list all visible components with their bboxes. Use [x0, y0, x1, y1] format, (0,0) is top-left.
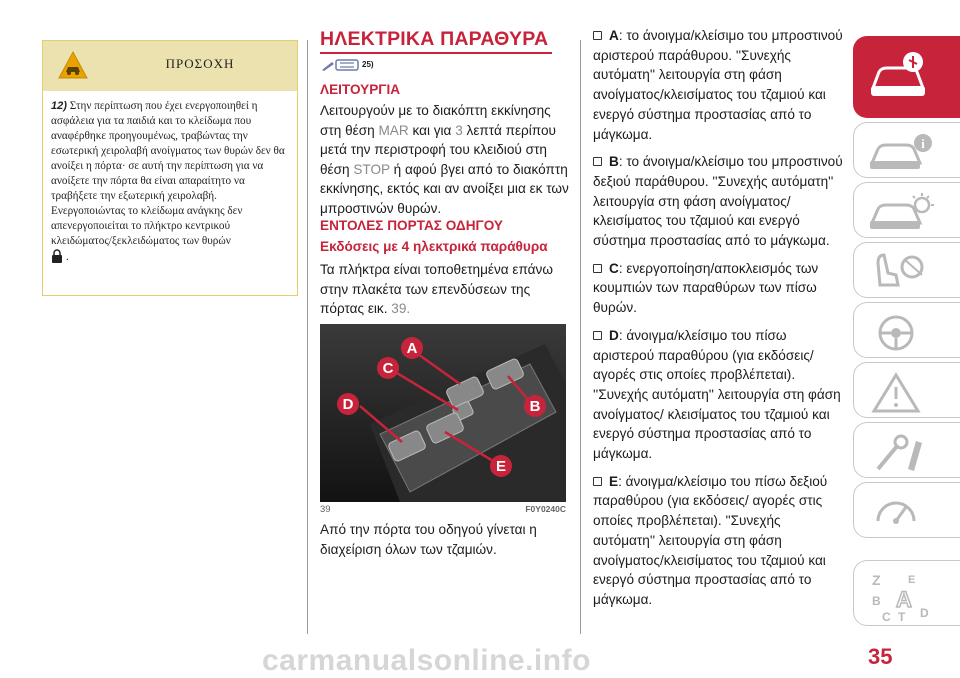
- subheading-operation: ΛΕΙΤΟΥΡΓΙΑ: [320, 82, 401, 97]
- reference-marker: [320, 56, 374, 72]
- door-switch-photo: [320, 324, 566, 502]
- tab-seat-safety[interactable]: [853, 242, 960, 298]
- warning-header: [43, 41, 297, 91]
- tab-technical-data[interactable]: [853, 482, 960, 538]
- lock-icon: [51, 249, 63, 263]
- car-warning-icon: [57, 50, 89, 82]
- tab-dashboard[interactable]: [853, 36, 960, 118]
- item-text: : το άνοιγμα/κλείσιμο του μπροστινού αριστερού παράθυρου. ''Συνεχής αυτόματη'' λειτουργία στη φάση ανοίγματος/κλεισίματος του τζαμιού και ενεργό σύστημα προστασίας από το μάγκωμα.: [593, 28, 843, 142]
- paragraph-operation: [320, 101, 570, 219]
- item-key: D: [609, 327, 619, 343]
- steering-wheel-icon: [868, 311, 938, 355]
- door-panel-illustration: [320, 324, 566, 502]
- item-text: : ενεργοποίηση/αποκλεισμός των κουμπιών των παραθύρων των πίσω θυρών.: [593, 260, 819, 316]
- tab-maintenance[interactable]: [853, 422, 960, 478]
- callout-e: E: [495, 458, 507, 475]
- figure-reference: 39.: [391, 301, 411, 317]
- tab-lights[interactable]: [853, 182, 960, 238]
- index-letter: E: [908, 574, 916, 586]
- column-divider-right: [580, 40, 581, 634]
- list-item: [593, 259, 845, 318]
- tab-emergency[interactable]: [853, 362, 960, 418]
- warning-triangle-icon: [868, 371, 938, 415]
- warning-title: ΠΡΟΣΟΧΗ: [165, 56, 235, 71]
- item-key: A: [609, 28, 619, 43]
- gauge-spanner-icon: [868, 491, 938, 535]
- item-text: : άνοιγμα/κλείσιμο του πίσω αριστερού παραθύρου (για εκδόσεις/αγορές στις οποίες προβλέπεται). ''Συνεχής αυτόματη'' λειτουργία στη φάση ανοίγματος/ κλεισίματος του τζαμιού και ενεργό σύστημα προστασίας από το μάγκωμα.: [593, 327, 841, 462]
- list-item: [593, 472, 845, 610]
- subheading-versions: Εκδόσεις με 4 ηλεκτρικά παράθυρα: [320, 239, 548, 254]
- car-info-icon: [868, 131, 938, 175]
- paragraph-driver-control: Από την πόρτα του οδηγού γίνεται η διαχείριση όλων των τζαμιών.: [320, 522, 537, 557]
- paragraph-buttons: [320, 260, 570, 319]
- p2-text: Τα πλήκτρα είναι τοποθετημένα επάνω στην πλακέτα των επενδύσεων της πόρτας εικ.: [320, 262, 553, 317]
- figure-code: F0Y0240C: [525, 504, 566, 514]
- p1-text-a: Λειτουργούν με το διακόπτη εκκίνησης στη θέση: [320, 103, 551, 138]
- warning-text: [43, 91, 297, 265]
- column-divider-left: [307, 40, 308, 634]
- checkbox-bullet-icon: [593, 157, 602, 166]
- watermark: carmanualsonline.info: [262, 644, 591, 677]
- callout-c: C: [382, 360, 394, 377]
- item-key: C: [609, 260, 619, 276]
- controls-list: [593, 26, 845, 618]
- p1-text-b: και για: [408, 122, 456, 138]
- figure-caption: [320, 504, 566, 518]
- p1-text-c: λεπτά περίπου μετά την περιστροφή του κλειδιού στη θέση: [320, 122, 556, 177]
- index-letter: T: [898, 610, 906, 624]
- index-letter: D: [920, 606, 929, 620]
- p1-text-d: ή αφού βγει από το διακόπτη εκκίνησης, εκτός και αν ανοίξει μια εκ των μπροστινών θυρών.: [320, 161, 569, 216]
- p1-stop: STOP: [353, 161, 390, 177]
- callout-b: B: [529, 398, 541, 415]
- tab-safety-info[interactable]: [853, 122, 960, 178]
- item-text: : άνοιγμα/κλείσιμο του πίσω δεξιού παραθύρου (για εκδόσεις/ αγορές στις οποίες προβλέπεται). ''Συνεχής αυτόματη'' λειτουργία στη φάση ανοίγματος/κλεισίματος του τζαμιού και ενεργό σύστημα προστασίας από το μάγκωμα.: [593, 473, 828, 607]
- warning-number: 12): [51, 100, 67, 112]
- index-letter: Z: [872, 572, 881, 588]
- list-item: [593, 326, 845, 464]
- warning-box: [42, 40, 298, 296]
- service-tool-icon: [320, 58, 360, 72]
- checkbox-bullet-icon: [593, 477, 602, 486]
- index-letter: B: [872, 594, 881, 608]
- checkbox-bullet-icon: [593, 331, 602, 340]
- subheading-driver-door: ΕΝΤΟΛΕΣ ΠΟΡΤΑΣ ΟΔΗΓΟΥ: [320, 218, 503, 233]
- seat-airbag-icon: [868, 251, 938, 295]
- callout-d: D: [342, 396, 354, 413]
- index-letters-icon: [868, 569, 948, 625]
- section-title: ΗΛΕΚΤΡΙΚΑ ΠΑΡΑΘΥΡΑ: [320, 28, 549, 50]
- tab-driving[interactable]: [853, 302, 960, 358]
- tools-icon: [868, 431, 938, 475]
- car-light-icon: [868, 191, 938, 235]
- callout-a: A: [406, 340, 418, 357]
- title-underline: [320, 52, 552, 54]
- list-item: [593, 152, 845, 251]
- list-item: [593, 26, 845, 144]
- p1-mar: MAR: [378, 122, 409, 138]
- figure-number: 39: [320, 504, 331, 515]
- reference-number: 25): [362, 60, 374, 70]
- checkbox-bullet-icon: [593, 31, 602, 40]
- index-letter: A: [896, 587, 912, 612]
- tab-index[interactable]: [853, 560, 960, 626]
- item-key: B: [609, 154, 619, 170]
- checkbox-bullet-icon: [593, 264, 602, 273]
- item-key: E: [609, 473, 619, 489]
- car-wrench-icon: [867, 44, 937, 104]
- index-letter: C: [882, 610, 891, 624]
- page-number: 35: [868, 644, 893, 669]
- svg-text:i: i: [921, 136, 925, 151]
- p1-minutes: 3: [455, 122, 463, 138]
- warning-paragraph: Στην περίπτωση που έχει ενεργοποιηθεί η ασφάλεια για τα παιδιά και το κλείδωμα που αναφέρθηκε προηγουμένως, τραβώντας την εσωτερική χειρολαβή ανοίγματος των θυρών δεν θα ανοίξει η πόρτα· σε αυτή την περίπτωση για να ανοίξετε την πόρτα θα είναι απαραίτητο να τραβήξετε την εξωτερική χειρολαβή. Ενεργοποιώντας το κλείδωμα ανάγκης δεν απενεργοποιείται το πλήκτρο κεντρικού κλειδώματος/ξεκλειδώματος των θυρών: [51, 100, 285, 247]
- item-text: : το άνοιγμα/κλείσιμο του μπροστινού δεξιού παράθυρου. ''Συνεχής αυτόματη'' λειτουργία στη φάση ανοίγματος/κλεισίματος του τζαμιού και ενεργό σύστημα προστασίας από το μάγκωμα.: [593, 154, 843, 249]
- warning-end: .: [66, 251, 69, 263]
